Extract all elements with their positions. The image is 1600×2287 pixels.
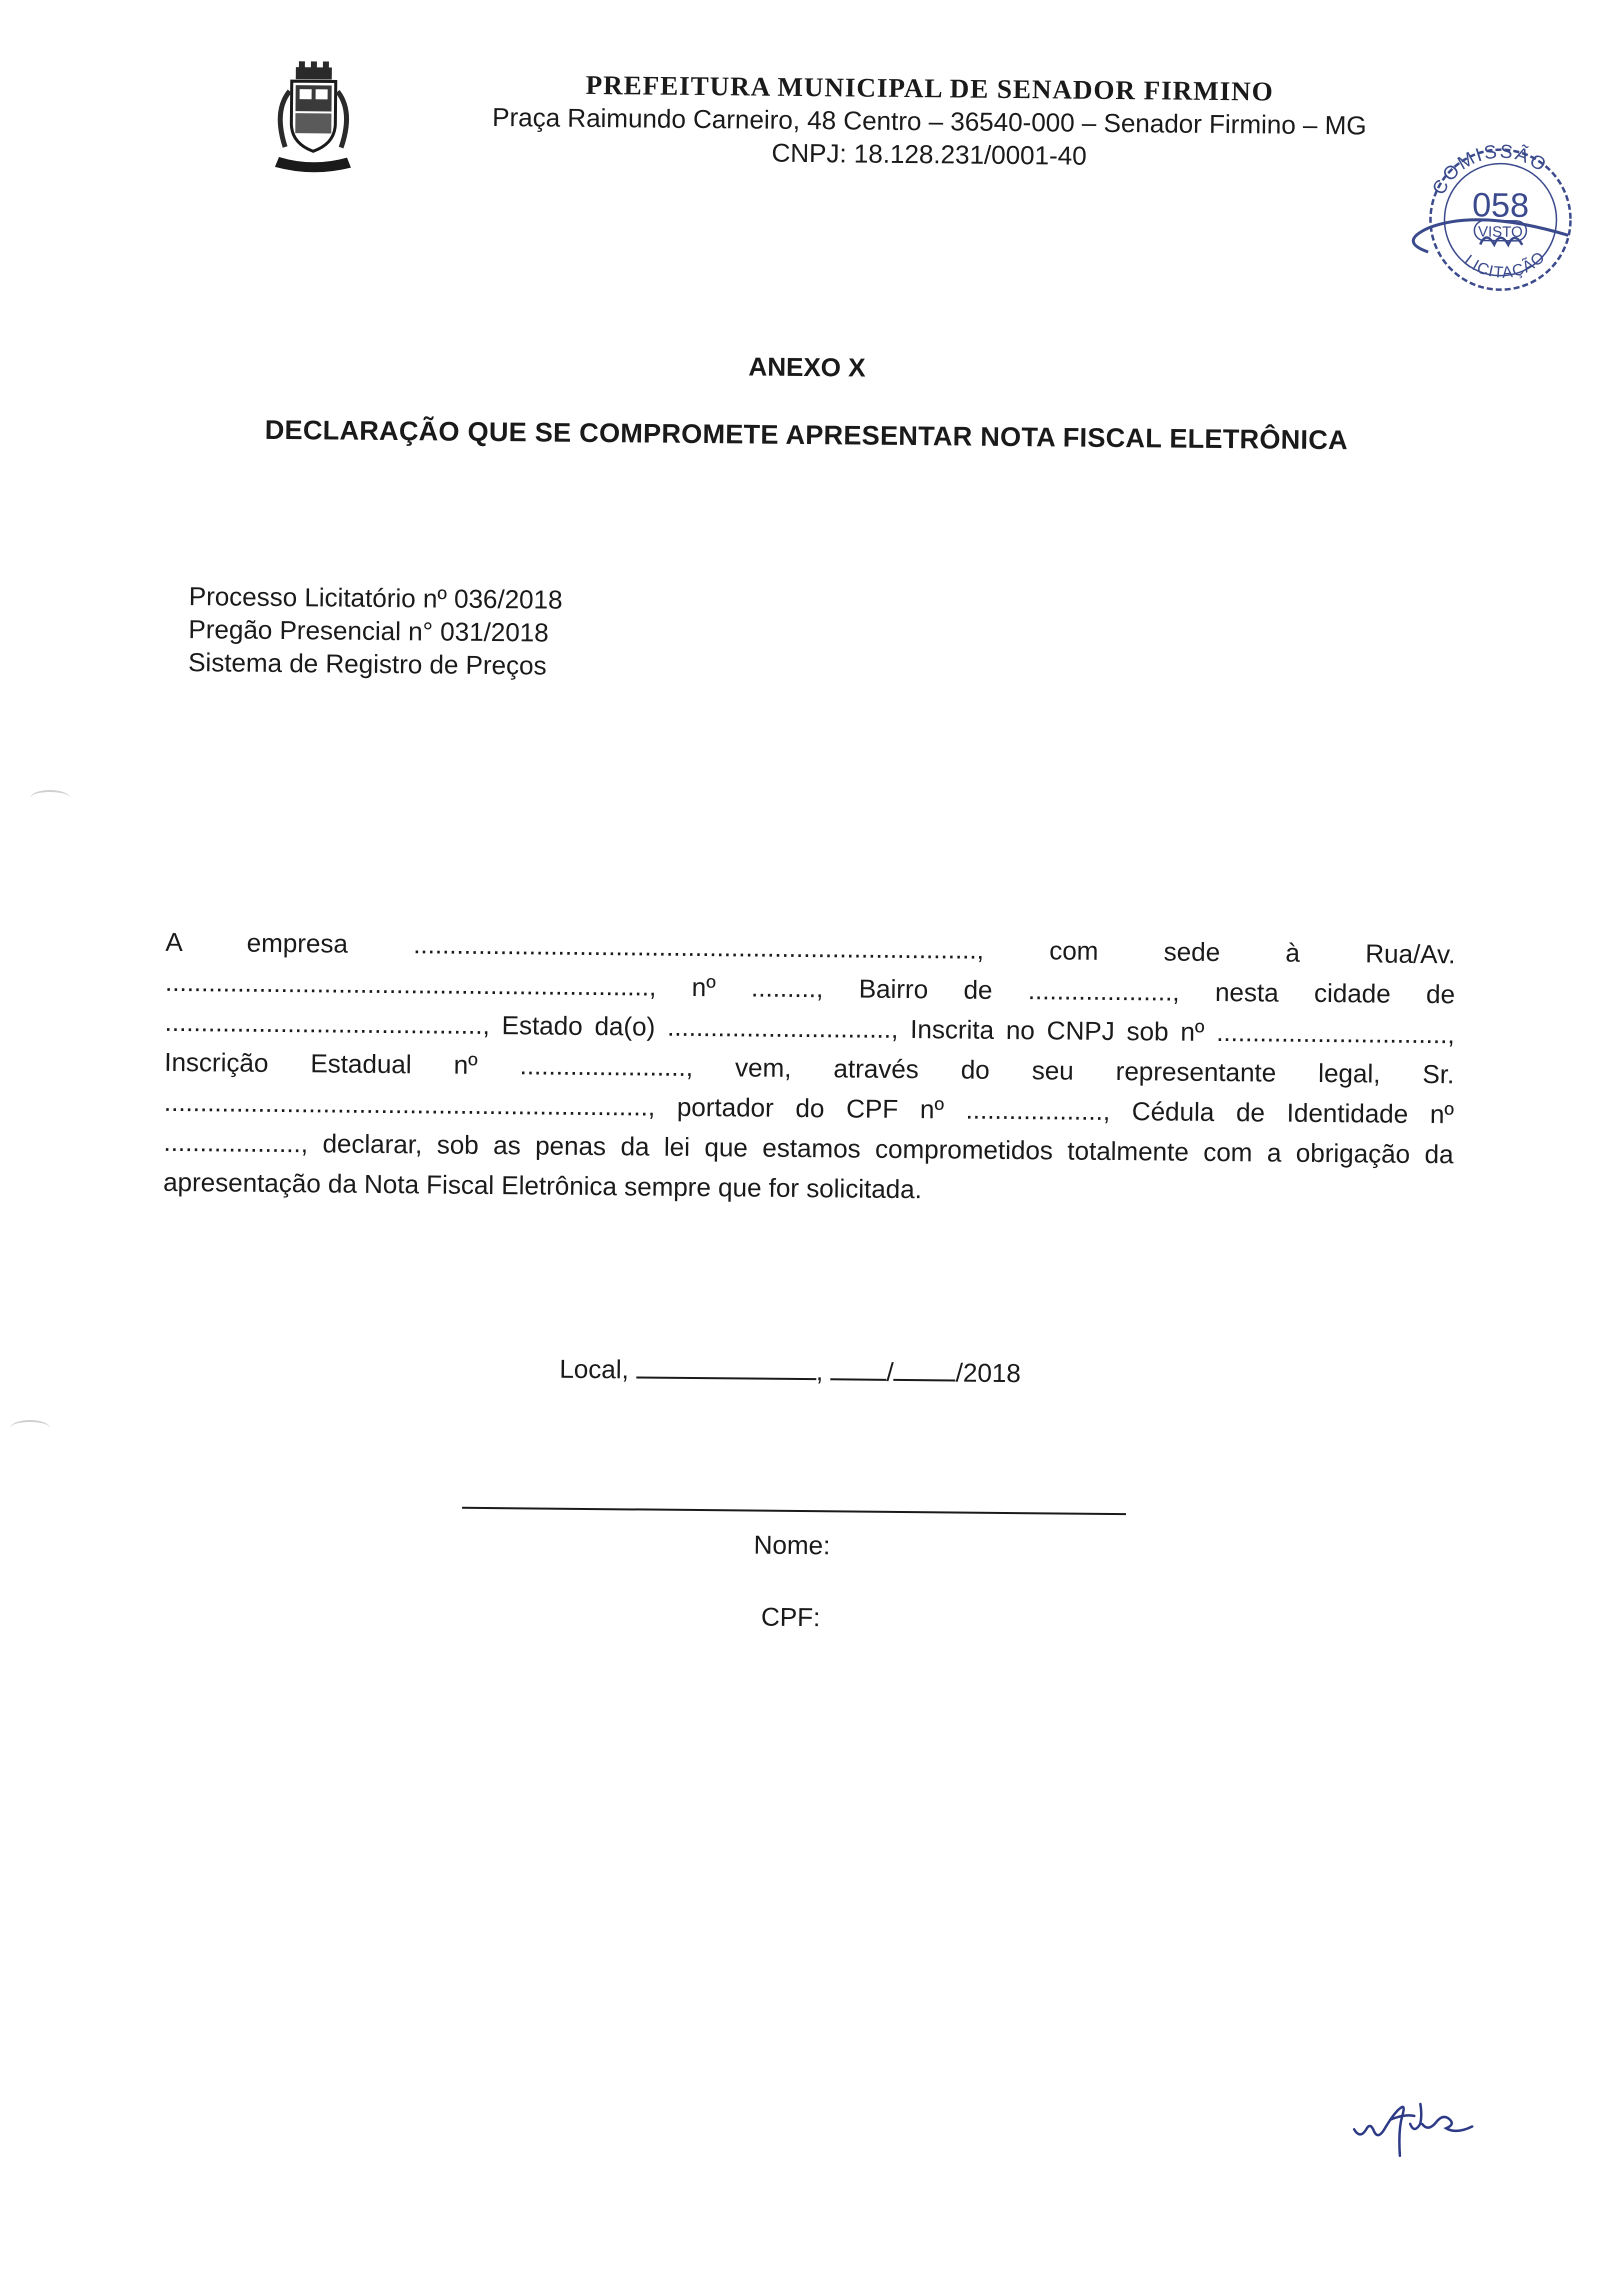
stamp-number: 058 (1472, 186, 1530, 225)
letterhead (449, 69, 1410, 175)
local-city-blank (636, 1354, 816, 1380)
municipality-name: PREFEITURA MUNICIPAL DE SENADOR FIRMINO (585, 69, 1274, 107)
signature-line (462, 1507, 1126, 1515)
local-separator: , (815, 1356, 824, 1387)
process-sistema: Sistema de Registro de Preços (188, 647, 547, 681)
svg-text:LICITAÇÃO (1461, 248, 1550, 283)
municipality-cnpj: CNPJ: 18.128.231/0001-40 (771, 137, 1087, 171)
local-label: Local, (559, 1353, 629, 1385)
handwritten-initials (1350, 2085, 1521, 2167)
stamp-bottom-text: LICITAÇÃO (1460, 248, 1550, 282)
local-year: /2018 (955, 1357, 1021, 1389)
municipal-crest-icon (265, 61, 362, 180)
declaration-body: A empresa .............................................................................., com sede à Rua/Av. ..................................................................., nº ........., Bairro de ...................., nesta cidade de ............................................, Estado da(o) ..............................., Inscrita no CNPJ sob nº ................................, Inscrição Estadual nº ......................., vem, através do seu representante legal, Sr. ..................................................................., portador do CPF nº ..................., Cédula de Identidade nº ..................., declarar, sob as penas da lei que estamos comprometidos totalmente com a obrigação da apresentação da Nota Fiscal Eletrônica sempre que for solicitada. (163, 926, 1456, 1205)
cpf-label: CPF: (760, 1601, 821, 1633)
local-month-blank (894, 1357, 956, 1382)
municipality-address: Praça Raimundo Carneiro, 48 Centro – 36540-000 – Senador Firmino – MG (492, 102, 1367, 141)
annex-title: ANEXO X (748, 351, 866, 383)
local-day-blank (830, 1356, 886, 1381)
declaration-title: DECLARAÇÃO QUE SE COMPROMETE APRESENTAR NOTA FISCAL ELETRÔNICA (264, 414, 1349, 456)
process-info (188, 580, 563, 683)
local-date-line (559, 1354, 1021, 1389)
process-pregao: Pregão Presencial n° 031/2018 (188, 614, 549, 648)
process-licitatorio: Processo Licitatório nº 036/2018 (188, 581, 563, 615)
nome-label: Nome: (753, 1529, 831, 1561)
stamp-visto: VISTO (1477, 223, 1523, 241)
stamp-top-text: COMISSÃO (1428, 141, 1552, 199)
local-slash: / (886, 1356, 894, 1387)
punch-hole-mark (10, 1420, 50, 1436)
commission-stamp (1388, 124, 1600, 311)
punch-hole-mark (30, 790, 70, 806)
